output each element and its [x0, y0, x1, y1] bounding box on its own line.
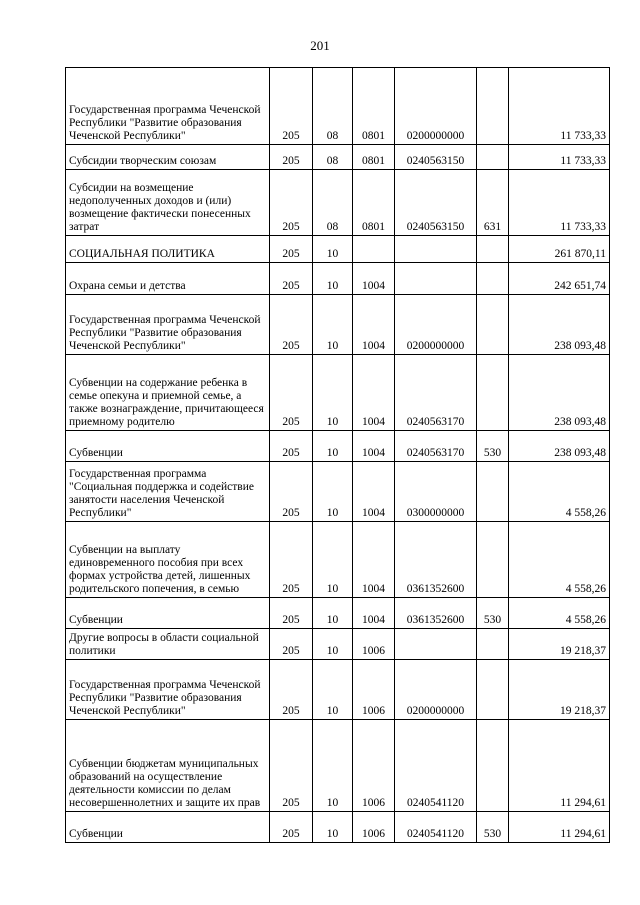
cell-ved-code: 205	[270, 355, 313, 431]
table-row	[66, 598, 610, 629]
cell-section-code: 10	[313, 720, 353, 812]
budget-table	[65, 67, 610, 843]
cell-name: Субвенции	[66, 598, 270, 629]
table-row	[66, 720, 610, 812]
cell-ved-code: 205	[270, 145, 313, 170]
cell-amount: 261 870,11	[509, 236, 610, 263]
cell-subsection-code: 1004	[353, 295, 395, 355]
budget-table-body	[66, 68, 610, 843]
cell-name: Субсидии на возмещение недополученных доходов и (или) возмещение фактически понесенных затрат	[66, 170, 270, 236]
cell-subsection-code: 0801	[353, 170, 395, 236]
cell-name: Другие вопросы в области социальной политики	[66, 629, 270, 660]
cell-name: Государственная программа "Социальная поддержка и содействие занятости населения Чеченской Республики"	[66, 462, 270, 522]
cell-expense-type	[477, 462, 509, 522]
table-row	[66, 812, 610, 843]
cell-name: Субсидии творческим союзам	[66, 145, 270, 170]
cell-section-code: 10	[313, 236, 353, 263]
cell-ved-code: 205	[270, 812, 313, 843]
cell-target-article	[395, 629, 477, 660]
cell-name: Охрана семьи и детства	[66, 263, 270, 295]
cell-expense-type: 530	[477, 431, 509, 462]
cell-section-code: 10	[313, 355, 353, 431]
cell-target-article: 0300000000	[395, 462, 477, 522]
table-row	[66, 170, 610, 236]
cell-target-article	[395, 236, 477, 263]
cell-name: Субвенции	[66, 431, 270, 462]
cell-amount: 238 093,48	[509, 355, 610, 431]
cell-section-code: 10	[313, 660, 353, 720]
cell-target-article: 0200000000	[395, 295, 477, 355]
cell-ved-code: 205	[270, 660, 313, 720]
cell-amount: 19 218,37	[509, 660, 610, 720]
cell-subsection-code: 1006	[353, 660, 395, 720]
cell-section-code: 08	[313, 68, 353, 145]
cell-amount: 242 651,74	[509, 263, 610, 295]
cell-subsection-code: 1004	[353, 355, 395, 431]
cell-expense-type	[477, 236, 509, 263]
cell-ved-code: 205	[270, 462, 313, 522]
cell-amount: 4 558,26	[509, 522, 610, 598]
table-row	[66, 462, 610, 522]
table-row	[66, 629, 610, 660]
cell-section-code: 10	[313, 598, 353, 629]
table-row	[66, 236, 610, 263]
cell-subsection-code: 0801	[353, 145, 395, 170]
cell-ved-code: 205	[270, 295, 313, 355]
cell-target-article: 0361352600	[395, 522, 477, 598]
cell-ved-code: 205	[270, 431, 313, 462]
cell-amount: 11 294,61	[509, 812, 610, 843]
cell-section-code: 10	[313, 431, 353, 462]
cell-expense-type: 631	[477, 170, 509, 236]
cell-expense-type	[477, 68, 509, 145]
cell-ved-code: 205	[270, 522, 313, 598]
cell-expense-type	[477, 263, 509, 295]
cell-expense-type: 530	[477, 598, 509, 629]
cell-section-code: 10	[313, 812, 353, 843]
cell-amount: 11 733,33	[509, 68, 610, 145]
cell-amount: 238 093,48	[509, 295, 610, 355]
cell-expense-type: 530	[477, 812, 509, 843]
cell-expense-type	[477, 355, 509, 431]
cell-target-article: 0240541120	[395, 812, 477, 843]
cell-name: Государственная программа Чеченской Республики "Развитие образования Чеченской Республики"	[66, 68, 270, 145]
cell-section-code: 10	[313, 522, 353, 598]
cell-name: Субвенции бюджетам муниципальных образований на осуществление деятельности комиссии по делам несовершеннолетних и защите их прав	[66, 720, 270, 812]
cell-ved-code: 205	[270, 598, 313, 629]
cell-section-code: 10	[313, 263, 353, 295]
page-number: 201	[310, 38, 330, 53]
cell-amount: 11 294,61	[509, 720, 610, 812]
cell-target-article: 0240563170	[395, 431, 477, 462]
cell-amount: 11 733,33	[509, 170, 610, 236]
table-row	[66, 263, 610, 295]
cell-ved-code: 205	[270, 263, 313, 295]
cell-ved-code: 205	[270, 236, 313, 263]
cell-amount: 238 093,48	[509, 431, 610, 462]
cell-name: Государственная программа Чеченской Республики "Развитие образования Чеченской Республики"	[66, 295, 270, 355]
cell-expense-type	[477, 660, 509, 720]
cell-amount: 19 218,37	[509, 629, 610, 660]
table-row	[66, 355, 610, 431]
cell-ved-code: 205	[270, 720, 313, 812]
table-row	[66, 295, 610, 355]
cell-expense-type	[477, 629, 509, 660]
cell-section-code: 10	[313, 462, 353, 522]
cell-expense-type	[477, 522, 509, 598]
cell-target-article: 0240563170	[395, 355, 477, 431]
cell-subsection-code: 1004	[353, 263, 395, 295]
cell-expense-type	[477, 145, 509, 170]
cell-target-article: 0240541120	[395, 720, 477, 812]
cell-target-article: 0200000000	[395, 68, 477, 145]
table-row	[66, 660, 610, 720]
cell-amount: 4 558,26	[509, 462, 610, 522]
cell-subsection-code: 1006	[353, 812, 395, 843]
cell-subsection-code: 1006	[353, 629, 395, 660]
cell-target-article	[395, 263, 477, 295]
table-row	[66, 145, 610, 170]
cell-subsection-code: 0801	[353, 68, 395, 145]
cell-name: Субвенции на содержание ребенка в семье опекуна и приемной семье, а также вознаграждение, причитающееся приемному родителю	[66, 355, 270, 431]
cell-expense-type	[477, 295, 509, 355]
cell-subsection-code	[353, 236, 395, 263]
cell-name: Субвенции на выплату единовременного пособия при всех формах устройства детей, лишенных родительского попечения, в семью	[66, 522, 270, 598]
cell-subsection-code: 1006	[353, 720, 395, 812]
cell-subsection-code: 1004	[353, 598, 395, 629]
cell-target-article: 0240563150	[395, 145, 477, 170]
cell-subsection-code: 1004	[353, 431, 395, 462]
cell-ved-code: 205	[270, 629, 313, 660]
cell-subsection-code: 1004	[353, 522, 395, 598]
cell-expense-type	[477, 720, 509, 812]
cell-name: СОЦИАЛЬНАЯ ПОЛИТИКА	[66, 236, 270, 263]
cell-subsection-code: 1004	[353, 462, 395, 522]
cell-target-article: 0200000000	[395, 660, 477, 720]
cell-section-code: 08	[313, 145, 353, 170]
cell-name: Субвенции	[66, 812, 270, 843]
cell-amount: 11 733,33	[509, 145, 610, 170]
table-row	[66, 431, 610, 462]
cell-amount: 4 558,26	[509, 598, 610, 629]
cell-section-code: 10	[313, 629, 353, 660]
cell-target-article: 0361352600	[395, 598, 477, 629]
cell-section-code: 08	[313, 170, 353, 236]
cell-name: Государственная программа Чеченской Республики "Развитие образования Чеченской Республики"	[66, 660, 270, 720]
table-row	[66, 522, 610, 598]
cell-section-code: 10	[313, 295, 353, 355]
table-row	[66, 68, 610, 145]
cell-target-article: 0240563150	[395, 170, 477, 236]
cell-ved-code: 205	[270, 170, 313, 236]
cell-ved-code: 205	[270, 68, 313, 145]
